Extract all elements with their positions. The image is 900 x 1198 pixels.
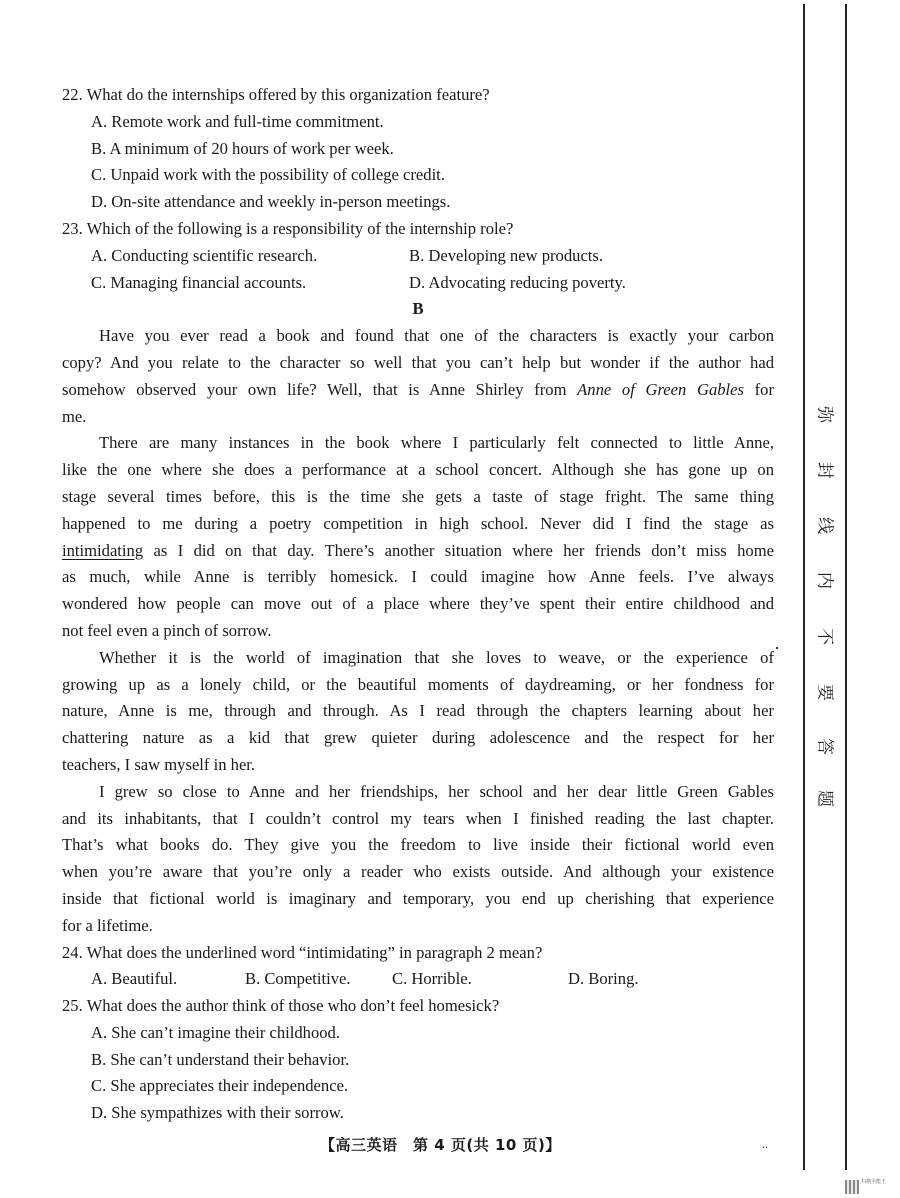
book-title: Anne of Green Gables — [577, 379, 744, 399]
option-b: B. She can’t understand their behavior. — [91, 1049, 350, 1069]
binding-line-right — [845, 4, 847, 1170]
option-d: D. Advocating reducing poverty. — [409, 272, 626, 292]
passage-line: teachers, I saw myself in her. — [62, 754, 256, 774]
seal-char: 弥 — [814, 406, 835, 423]
option-c: C. Unpaid work with the possibility of college credit. — [91, 165, 445, 185]
passage-line: as much, while Anne is terribly homesick. I could imagine how Anne feels. I’ve always — [62, 567, 774, 587]
passage-line: I grew so close to Anne and her friendships, her school and her dear little Green Gables — [99, 781, 774, 801]
underlined-word: intimidating — [62, 540, 144, 560]
seal-char: 答 — [814, 738, 835, 755]
passage-line — [62, 538, 774, 565]
option-b: B. A minimum of 20 hours of work per week. — [91, 138, 394, 158]
options-row-1 — [62, 243, 774, 270]
option-a: A. Remote work and full-time commitment. — [91, 111, 384, 131]
passage-line: inside that fictional world is imaginary and temporary, you end up cherishing that experience — [62, 888, 774, 908]
scanner-watermark: 扫描全能王 — [861, 1179, 887, 1185]
seal-char: 封 — [814, 462, 835, 479]
qr-code-icon — [845, 1180, 859, 1194]
passage-line: me. — [62, 406, 87, 426]
passage-line: like the one where she does a performance at a school concert. Although she has gone up on — [62, 460, 774, 480]
option-a: A. She can’t imagine their childhood. — [91, 1022, 341, 1042]
option-c: C. Horrible. — [392, 969, 472, 989]
passage-paragraph-2 — [62, 430, 774, 644]
passage-line: nature, Anne is me, through and through. As I read through the chapters learning about her — [62, 701, 774, 721]
seal-char: 线 — [814, 517, 835, 534]
option-c: C. Managing financial accounts. — [91, 272, 307, 292]
section-heading: B — [412, 299, 424, 319]
question-stem: 24. What does the underlined word “intimidating” in paragraph 2 mean? — [62, 942, 543, 962]
text-run: as I did on that day. There’s another situation where her friends don’t miss home — [143, 540, 774, 560]
seal-char: 不 — [814, 628, 835, 645]
options-row — [62, 966, 774, 993]
question-stem: 23. Which of the following is a responsibility of the internship role? — [62, 218, 514, 238]
question-22 — [62, 82, 774, 216]
passage-line: when you’re aware that you’re only a reader who exists outside. And although your existence — [62, 862, 774, 882]
page-footer: 【高三英语 第 4 页(共 10 页)】 — [320, 1136, 561, 1154]
passage-line: happened to me during a poetry competition in high school. Never did I find the stage as — [62, 513, 774, 533]
seal-char: 内 — [814, 572, 835, 589]
option-c: C. She appreciates their independence. — [91, 1076, 349, 1096]
passage-line: not feel even a pinch of sorrow. — [62, 620, 272, 640]
seal-char: 题 — [814, 790, 835, 807]
text-run: somehow observed your own life? Well, that is Anne Shirley from — [62, 379, 578, 399]
passage-line — [62, 377, 774, 404]
question-23 — [62, 216, 774, 296]
passage-paragraph-4 — [62, 779, 774, 940]
options-row-2 — [62, 270, 774, 297]
passage-paragraph-1 — [62, 323, 774, 430]
passage-line: That’s what books do. They give you the freedom to live inside their fictional world even — [62, 835, 774, 855]
passage-line: growing up as a lonely child, or the beautiful moments of daydreaming, or her fondness for — [62, 674, 774, 694]
binding-line-left — [803, 4, 805, 1170]
option-b: B. Competitive. — [245, 969, 351, 989]
option-d: D. Boring. — [568, 969, 639, 989]
passage-line: copy? And you relate to the character so well that you can’t help but wonder if the author had — [62, 352, 774, 372]
passage-line: wondered how people can move out of a place where they’ve spent their entire childhood and — [62, 594, 774, 614]
passage-line: and its inhabitants, that I couldn’t control my tears when I finished reading the last chapter. — [62, 808, 774, 828]
passage-line: stage several times before, this is the time she gets a taste of stage fright. The same thing — [62, 486, 774, 506]
option-b: B. Developing new products. — [409, 245, 604, 265]
text-run: for — [744, 379, 775, 399]
option-d: D. On-site attendance and weekly in-person meetings. — [91, 192, 451, 212]
option-d: D. She sympathizes with their sorrow. — [91, 1103, 344, 1123]
seal-char: 要 — [814, 684, 835, 701]
exam-content — [62, 82, 774, 1127]
passage-line: There are many instances in the book where I particularly felt connected to little Anne, — [99, 433, 774, 453]
passage-line: for a lifetime. — [62, 915, 153, 935]
passage-line: Whether it is the world of imagination that she loves to weave, or the experience of — [99, 647, 774, 667]
footer-dots: .. — [762, 1137, 768, 1151]
option-a: A. Beautiful. — [91, 969, 178, 989]
passage-line: Have you ever read a book and found that one of the characters is exactly your carbon — [99, 326, 774, 346]
option-a: A. Conducting scientific research. — [91, 245, 318, 265]
passage-paragraph-3 — [62, 645, 774, 779]
question-stem: 22. What do the internships offered by this organization feature? — [62, 85, 490, 104]
scan-artifact — [776, 647, 778, 649]
question-24 — [62, 940, 774, 994]
passage-line: chattering nature as a kid that grew quieter during adolescence and the respect for her — [62, 728, 774, 748]
question-stem: 25. What does the author think of those who don’t feel homesick? — [62, 996, 500, 1016]
question-25 — [62, 993, 774, 1127]
